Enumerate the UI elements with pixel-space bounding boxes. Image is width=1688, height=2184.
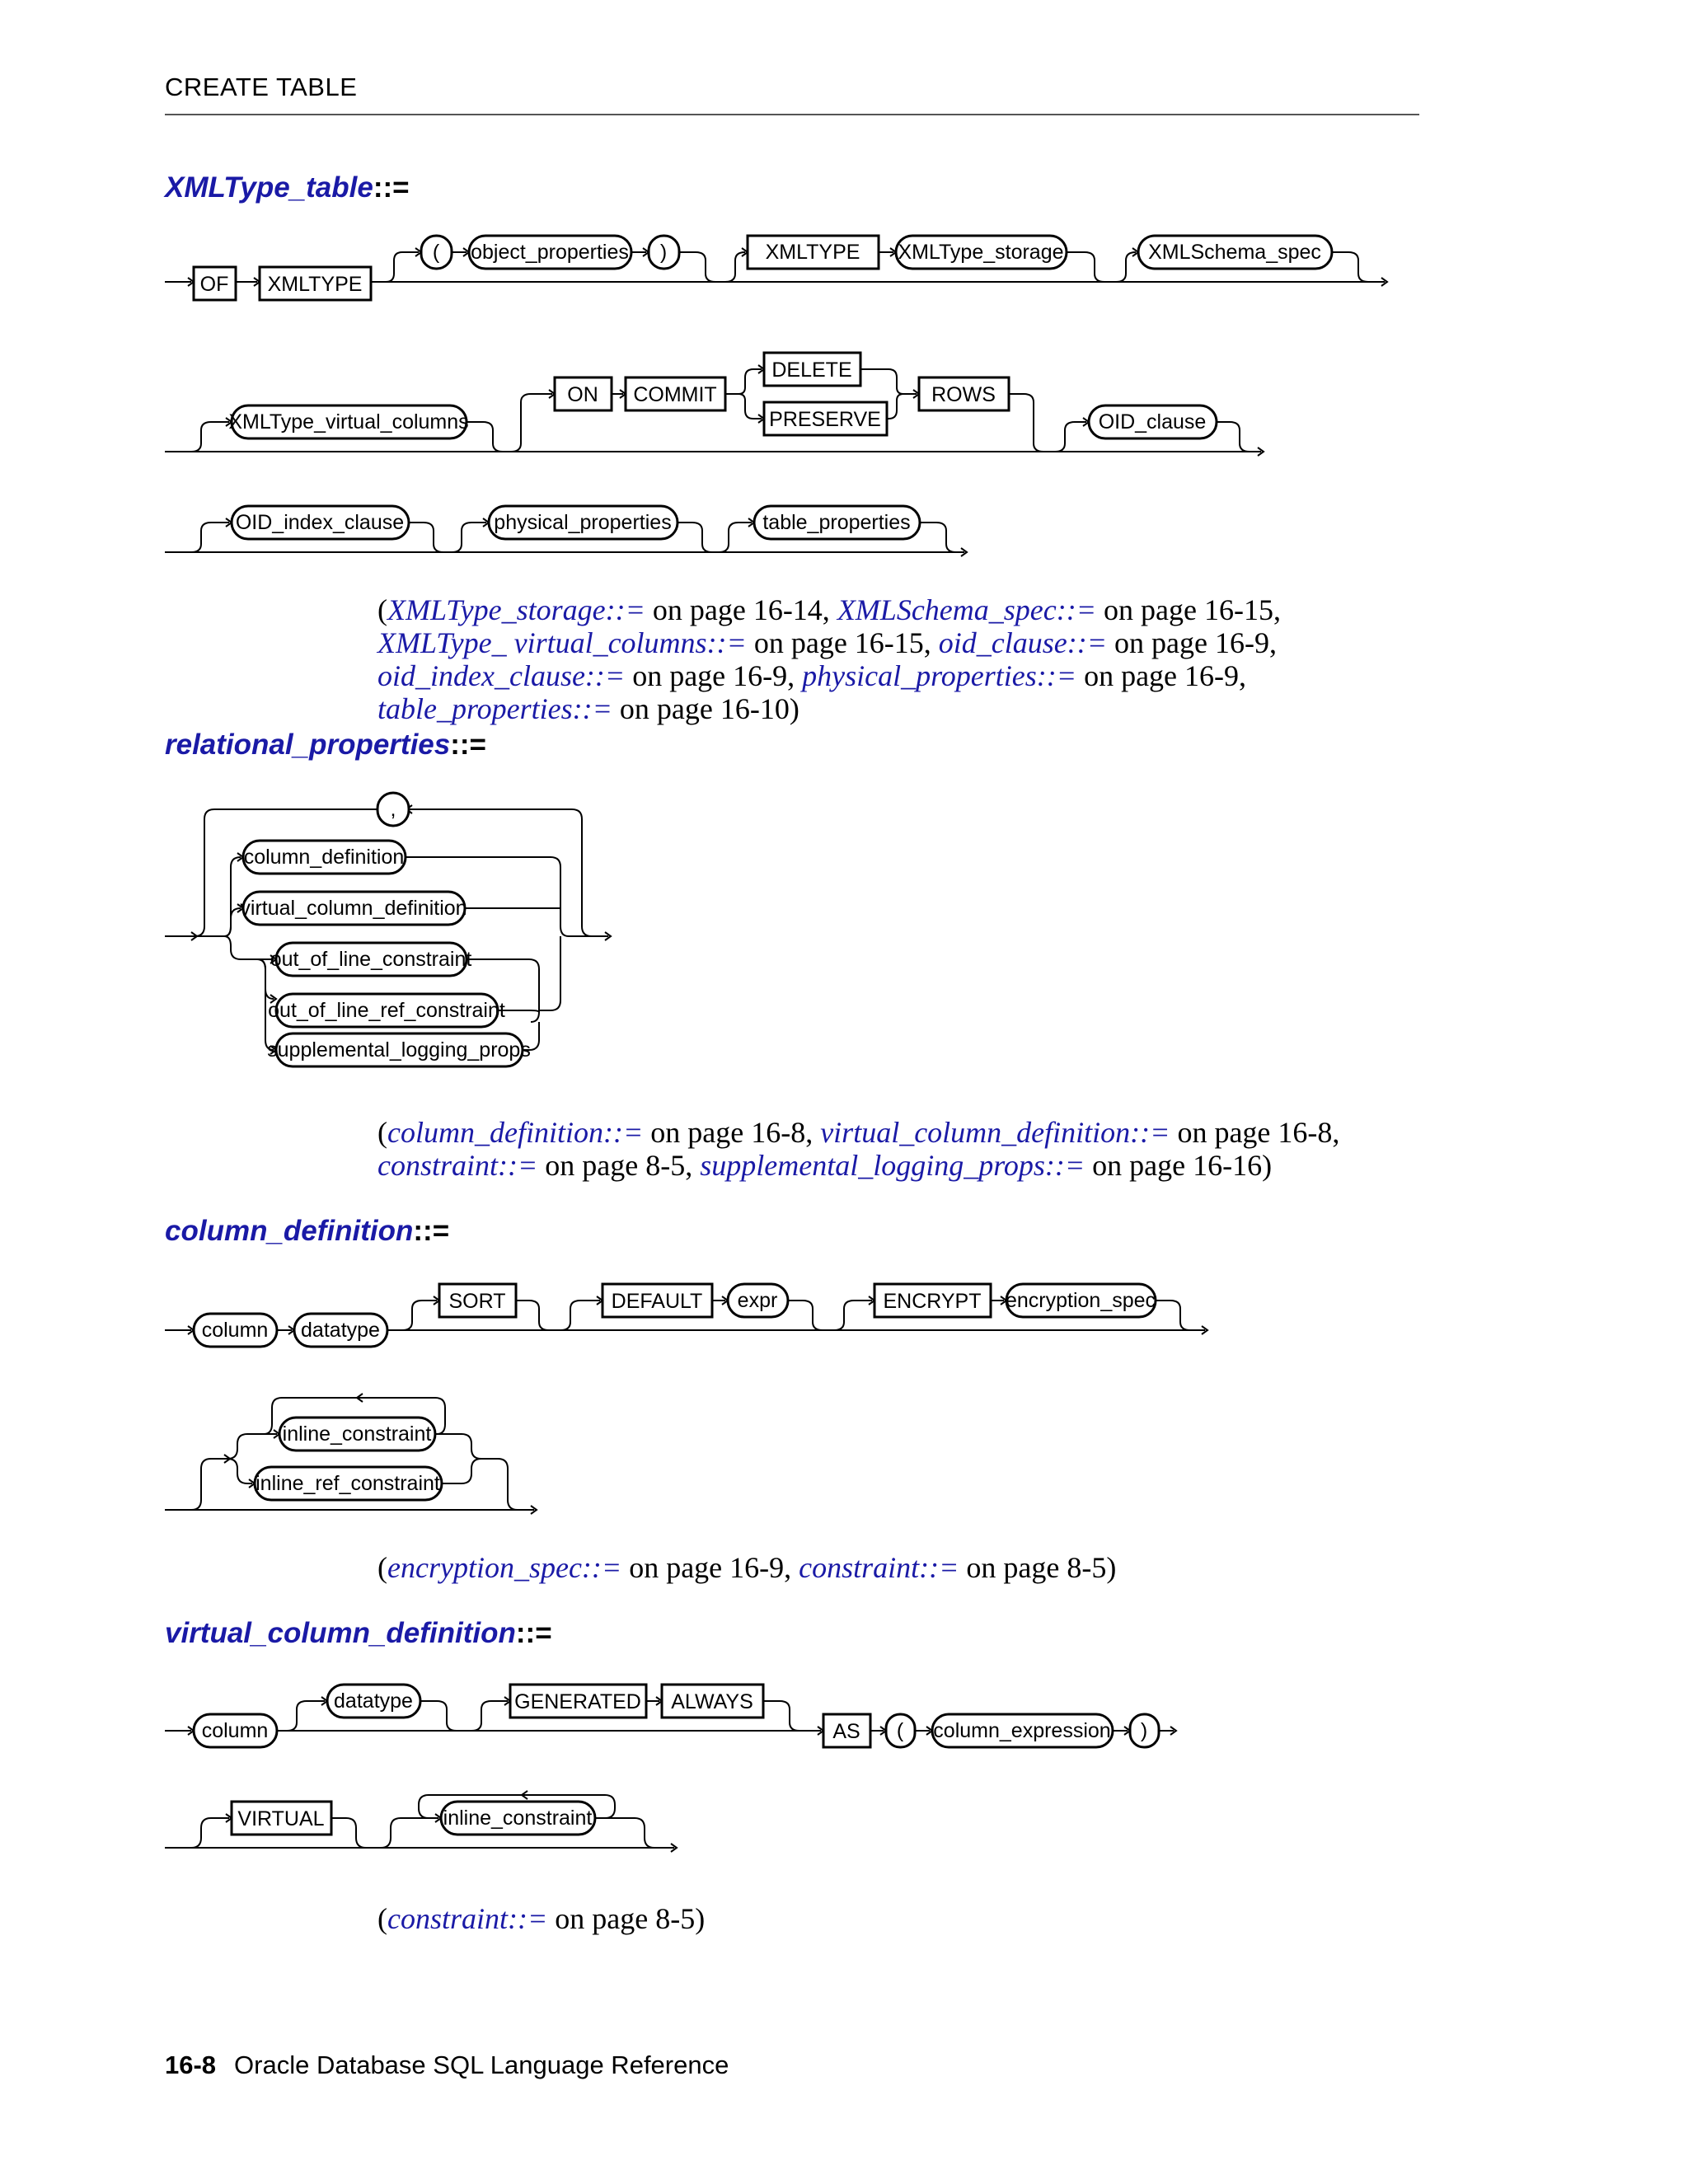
production-virtual-column-definition-title [165, 1617, 552, 1650]
rr-terminal-sort [439, 1284, 516, 1317]
xref-xmltype-table [377, 593, 1391, 725]
rr-nonterminal-oid-index-clause [232, 506, 409, 539]
svg-text:PRESERVE: PRESERVE [769, 408, 881, 431]
footer-page-number: 16-8 [165, 2050, 217, 2079]
rr-nonterminal-out-of-line-constraint [270, 943, 472, 976]
svg-text:): ) [659, 241, 668, 264]
rr-terminal-default [603, 1284, 712, 1317]
rr-terminal-xmltype [260, 267, 371, 300]
svg-text:OID_index_clause: OID_index_clause [235, 511, 405, 534]
svg-text:SORT: SORT [448, 1290, 506, 1313]
xref-text: on page 16-9, [625, 659, 803, 692]
svg-text:XMLType_virtual_columns: XMLType_virtual_columns [228, 410, 469, 434]
rr-terminal-commit [626, 377, 725, 410]
svg-text:VIRTUAL: VIRTUAL [237, 1807, 325, 1830]
rr-comma [377, 793, 409, 826]
xref-link[interactable]: XMLSchema_spec::= [837, 593, 1097, 626]
production-assign: ::= [413, 1215, 450, 1247]
svg-text:COMMIT: COMMIT [633, 383, 717, 406]
rr-nonterminal-column [194, 1314, 277, 1347]
railroad-column-definition [0, 1269, 1688, 1541]
svg-text:inline_constraint: inline_constraint [443, 1807, 593, 1830]
rr-terminal-virtual [232, 1802, 331, 1835]
xref-text: on page 16-10) [612, 692, 799, 725]
rr-nonterminal-xmlschema-spec [1138, 236, 1332, 269]
production-relational-properties-title [165, 729, 486, 762]
svg-text:XMLSchema_spec: XMLSchema_spec [1148, 241, 1321, 264]
rr-nonterminal-column-expression [932, 1714, 1113, 1747]
svg-text:ON: ON [567, 383, 598, 406]
svg-text:column_definition: column_definition [243, 846, 405, 869]
xref-text: on page 16-9, [621, 1551, 799, 1584]
xref-text: on page 16-8, [1170, 1116, 1340, 1149]
svg-text:ALWAYS: ALWAYS [671, 1690, 753, 1713]
svg-text:table_properties: table_properties [762, 511, 911, 534]
xref-link[interactable]: XMLType_ virtual_columns::= [377, 626, 747, 659]
rr-nonterminal-xmltype-storage [896, 236, 1067, 269]
xref-link[interactable]: column_definition::= [387, 1116, 644, 1149]
rr-nonterminal-object-properties [469, 236, 631, 269]
xref-text: ( [377, 1116, 387, 1149]
svg-text:inline_constraint: inline_constraint [282, 1422, 432, 1446]
svg-text:GENERATED: GENERATED [514, 1690, 641, 1713]
svg-text:XMLTYPE: XMLTYPE [765, 241, 860, 264]
svg-text:virtual_column_definition: virtual_column_definition [240, 897, 467, 920]
rr-nonterminal-datatype [294, 1314, 387, 1347]
rr-nonterminal-column-definition [243, 841, 406, 874]
svg-text:XMLType_storage: XMLType_storage [898, 241, 1064, 264]
rr-terminal-xmltype-2 [748, 236, 879, 269]
rr-terminal-on [555, 377, 612, 410]
svg-text:datatype: datatype [334, 1690, 413, 1713]
rr-nonterminal-inline-constraint [279, 1418, 435, 1451]
svg-text:): ) [1140, 1719, 1148, 1742]
xref-text: on page 8-5) [959, 1551, 1117, 1584]
svg-text:out_of_line_ref_constraint: out_of_line_ref_constraint [268, 999, 505, 1022]
rr-terminal-delete [764, 353, 860, 386]
rr-rparen-v [1130, 1714, 1159, 1747]
production-name: column_definition [165, 1215, 414, 1247]
rr-nonterminal-xmltype-virtual-columns [228, 405, 468, 438]
xref-text: on page 16-14, [645, 593, 837, 626]
rr-nonterminal-supplemental-logging-props [267, 1033, 531, 1066]
xref-link[interactable]: oid_index_clause::= [377, 659, 626, 692]
svg-text:object_properties: object_properties [471, 241, 629, 264]
railroad-virtual-column-definition [0, 1665, 1688, 1879]
xref-virtual-column-definition [377, 1902, 1391, 1935]
xref-link[interactable]: physical_properties::= [802, 659, 1077, 692]
svg-text:column_expression: column_expression [933, 1719, 1111, 1742]
xref-text: ( [377, 593, 387, 626]
page-footer [165, 2050, 729, 2080]
rr-terminal-as [823, 1714, 870, 1747]
svg-text:inline_ref_constraint: inline_ref_constraint [256, 1472, 440, 1495]
running-header: CREATE TABLE [165, 73, 358, 101]
xref-link[interactable]: virtual_column_definition::= [820, 1116, 1170, 1149]
rr-terminal-of [194, 267, 236, 300]
svg-text:(: ( [896, 1719, 904, 1742]
production-xmltype-table-title [165, 171, 410, 204]
rr-nonterminal-virtual-column-definition [240, 892, 467, 925]
svg-text:ENCRYPT: ENCRYPT [883, 1290, 982, 1313]
xref-text: on page 16-9, [1107, 626, 1277, 659]
rr-nonterminal-inline-constraint-v [441, 1802, 595, 1835]
xref-link[interactable]: encryption_spec::= [387, 1551, 622, 1584]
xref-text: on page 16-8, [643, 1116, 821, 1149]
rr-rparen [649, 236, 679, 269]
svg-text:encryption_spec: encryption_spec [1005, 1289, 1156, 1312]
rr-nonterminal-expr [728, 1284, 788, 1317]
xref-link[interactable]: XMLType_storage::= [387, 593, 645, 626]
rr-nonterminal-table-properties [754, 506, 920, 539]
xref-text: on page 8-5) [547, 1902, 706, 1935]
svg-text:supplemental_logging_props: supplemental_logging_props [267, 1038, 531, 1062]
production-name: XMLType_table [165, 171, 373, 204]
rr-nonterminal-encryption-spec [1006, 1284, 1156, 1317]
xref-link[interactable]: constraint::= [799, 1551, 959, 1584]
rr-nonterminal-out-of-line-ref-constraint [268, 994, 505, 1027]
xref-link[interactable]: table_properties::= [377, 692, 612, 725]
xref-link[interactable]: constraint::= [387, 1902, 548, 1935]
xref-text: on page 8-5, [537, 1149, 701, 1182]
svg-text:OID_clause: OID_clause [1098, 410, 1207, 434]
svg-text:DEFAULT: DEFAULT [611, 1290, 703, 1313]
xref-link[interactable]: supplemental_logging_props::= [700, 1149, 1085, 1182]
rr-terminal-preserve [764, 402, 887, 435]
svg-text:datatype: datatype [301, 1319, 380, 1342]
rr-nonterminal-oid-clause [1089, 405, 1217, 438]
svg-text:out_of_line_constraint: out_of_line_constraint [270, 948, 472, 971]
rr-terminal-generated [510, 1685, 646, 1718]
svg-text:(: ( [432, 241, 440, 264]
svg-text:OF: OF [199, 273, 229, 296]
xref-relational-properties [377, 1116, 1391, 1182]
production-name: virtual_column_definition [165, 1617, 516, 1649]
rr-lparen-v [886, 1714, 915, 1747]
rr-terminal-rows [919, 377, 1009, 410]
railroad-xmltype-table [0, 223, 1688, 569]
rr-terminal-encrypt [874, 1284, 991, 1317]
rr-nonterminal-column-v [194, 1714, 277, 1747]
xref-text: on page 16-9, [1076, 659, 1247, 692]
svg-text:DELETE: DELETE [771, 359, 852, 382]
production-assign: ::= [450, 729, 486, 761]
xref-link[interactable]: oid_clause::= [938, 626, 1108, 659]
production-column-definition-title [165, 1215, 449, 1248]
svg-text:physical_properties: physical_properties [494, 511, 672, 534]
svg-text:ROWS: ROWS [931, 383, 996, 406]
svg-text:,: , [390, 798, 396, 821]
railroad-relational-properties [0, 783, 1688, 1096]
rr-nonterminal-inline-ref-constraint [255, 1467, 442, 1500]
svg-text:expr: expr [737, 1289, 778, 1312]
rr-nonterminal-physical-properties [489, 506, 678, 539]
production-assign: ::= [373, 171, 410, 204]
xref-text: on page 16-16) [1085, 1149, 1273, 1182]
rr-terminal-always [662, 1685, 763, 1718]
svg-text:column: column [201, 1319, 269, 1342]
xref-link[interactable]: constraint::= [377, 1149, 538, 1182]
production-name: relational_properties [165, 729, 451, 761]
rr-nonterminal-datatype-v [327, 1685, 420, 1718]
svg-text:column: column [201, 1719, 269, 1742]
svg-text:AS: AS [832, 1720, 860, 1743]
production-assign: ::= [515, 1617, 552, 1649]
xref-text: on page 16-15, [746, 626, 939, 659]
svg-text:XMLTYPE: XMLTYPE [267, 273, 363, 296]
xref-text: ( [377, 1551, 387, 1584]
header-rule [165, 114, 1419, 115]
xref-column-definition [377, 1551, 1391, 1584]
xref-text: on page 16-15, [1096, 593, 1281, 626]
xref-text: ( [377, 1902, 387, 1935]
footer-book-title: Oracle Database SQL Language Reference [234, 2050, 729, 2079]
rr-lparen [421, 236, 452, 269]
